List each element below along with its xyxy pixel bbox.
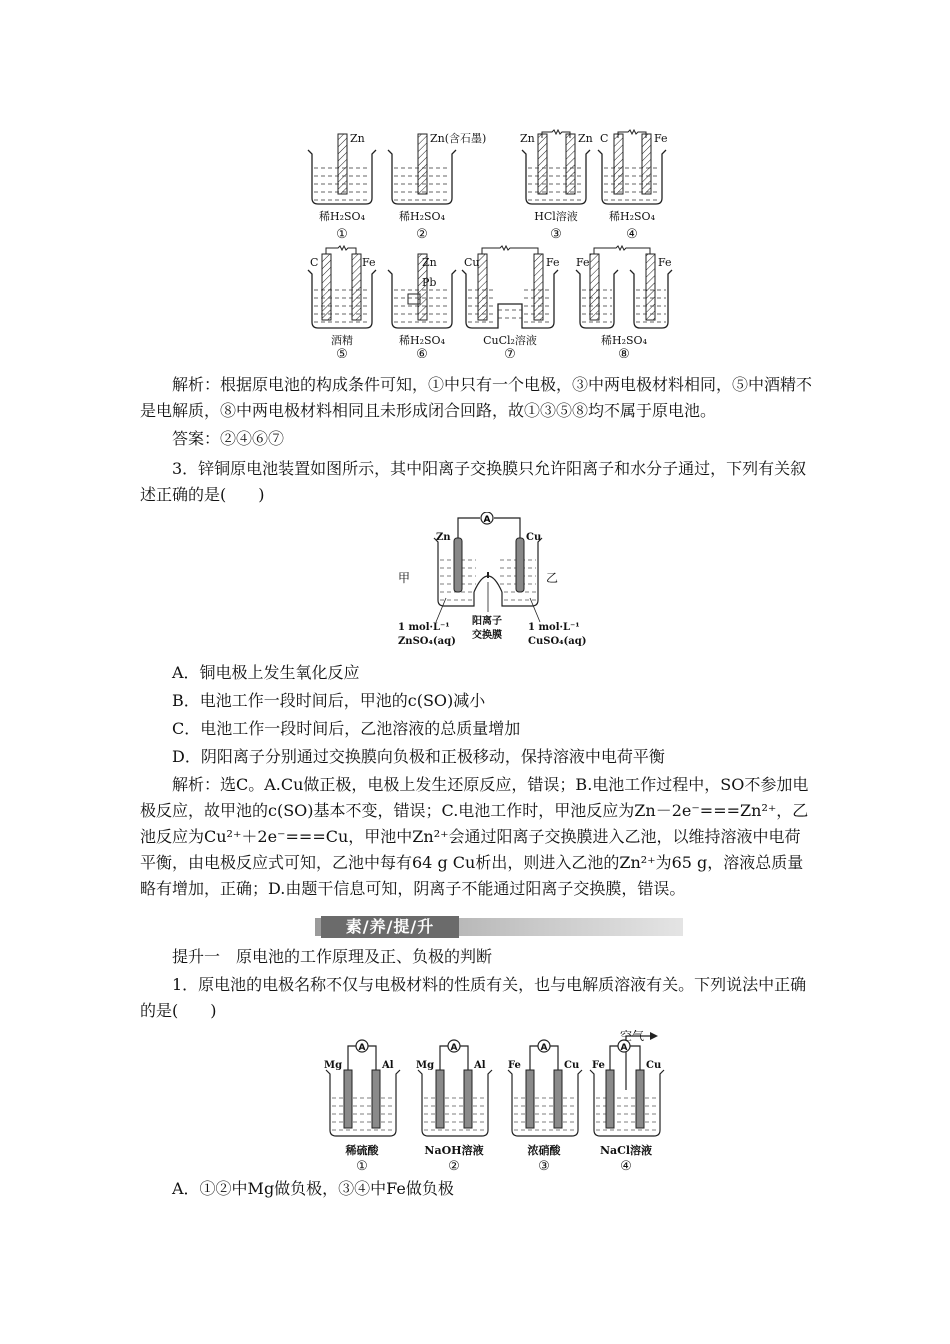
cell-b-right: Al xyxy=(474,1060,486,1071)
cell5-number: ⑤ xyxy=(336,347,348,358)
cell6-number: ⑥ xyxy=(416,347,428,358)
left-cell-label: 甲 xyxy=(398,571,411,585)
right-solution-name: CuSO₄(aq) xyxy=(528,636,587,647)
cell-d-electrolyte: NaCl溶液 xyxy=(599,1144,653,1157)
section-title: 提升一 原电池的工作原理及正、负极的判断 xyxy=(172,947,493,966)
ammeter-1-label: A xyxy=(358,1043,366,1053)
cell4-electrolyte: 稀H₂SO₄ xyxy=(609,210,655,223)
cell1-number: ① xyxy=(336,227,348,242)
cell8-right-label: Fe xyxy=(658,256,672,269)
cell2-right-label: Zn(含石墨) xyxy=(430,132,487,145)
cell-d-right: Cu xyxy=(646,1060,662,1071)
ammeter-label: A xyxy=(483,515,491,525)
cell-b-electrolyte: NaOH溶液 xyxy=(424,1144,484,1157)
cell-d-left: Fe xyxy=(592,1060,605,1071)
cell4-left-label: C xyxy=(600,132,609,145)
air-label: 空气 xyxy=(620,1030,645,1043)
q3-option-b: B．电池工作一段时间后，甲池的c(SO)减小 xyxy=(172,691,486,710)
cell5-left-label: C xyxy=(310,256,319,269)
ammeter-4-label: A xyxy=(620,1043,628,1053)
air-arrow-icon xyxy=(650,1032,658,1040)
cell-c-left: Fe xyxy=(508,1060,521,1071)
membrane-label-2: 交换膜 xyxy=(472,630,502,641)
cell3-electrolyte: HCl溶液 xyxy=(534,210,578,223)
cell7-right-label: Fe xyxy=(546,256,560,269)
cell6-right-label: Zn xyxy=(422,256,437,269)
cell2-electrolyte: 稀H₂SO₄ xyxy=(399,210,445,223)
cell3-left-label: Zn xyxy=(520,132,535,145)
question-1: 1．原电池的电极名称不仅与电极材料的性质有关，也与电解质溶液有关。下列说法中正确的是( ) xyxy=(140,975,807,1020)
q1-option-a: A．①②中Mg做负极，③④中Fe做负极 xyxy=(172,1179,454,1198)
cu-electrode-label: Cu xyxy=(526,532,542,543)
left-solution-name: ZnSO₄(aq) xyxy=(398,636,456,647)
cell-a-left: Mg xyxy=(324,1060,343,1071)
cell-b-number: ② xyxy=(448,1159,460,1172)
cell-a-electrolyte: 稀硫酸 xyxy=(345,1144,379,1157)
cell1-right-label: Zn xyxy=(350,132,365,145)
cell-c-electrolyte: 浓硝酸 xyxy=(527,1144,561,1157)
ammeter-2-label: A xyxy=(450,1043,458,1053)
cell8-electrolyte: 稀H₂SO₄ xyxy=(601,334,647,347)
cell2-number: ② xyxy=(416,227,428,242)
q3-option-d: D．阴阳离子分别通过交换膜向负极和正极移动，保持溶液中电荷平衡 xyxy=(172,747,665,766)
cell7-left-label: Cu xyxy=(464,256,480,269)
right-cell-label: 乙 xyxy=(546,571,559,585)
figure-cells-1 xyxy=(300,128,680,358)
cell4-number: ④ xyxy=(626,227,638,242)
cell-c-right: Cu xyxy=(564,1060,580,1071)
figure-cells-2 xyxy=(320,1030,670,1172)
cell3-number: ③ xyxy=(550,227,562,242)
cell6-left-label: Pb xyxy=(422,276,437,289)
cell-b-left: Mg xyxy=(416,1060,435,1071)
section-banner xyxy=(315,916,683,938)
membrane-label-1: 阳离子 xyxy=(472,616,502,627)
banner-title: 素/养/提/升 xyxy=(321,916,459,938)
cell8-left-label: Fe xyxy=(576,256,590,269)
analysis-1: 解析：根据原电池的构成条件可知，①中只有一个电极，③中两电极材料相同，⑤中酒精不是电解质，⑧中两电极材料相同且未形成闭合回路，故①③⑤⑧均不属于原电池。 xyxy=(140,375,813,420)
figure-zn-cu-cell xyxy=(396,512,596,654)
cell-d-number: ④ xyxy=(620,1159,632,1172)
right-solution-conc: 1 mol·L⁻¹ xyxy=(528,622,580,633)
cell4-right-label: Fe xyxy=(654,132,668,145)
cell-a-number: ① xyxy=(356,1159,368,1172)
left-solution-conc: 1 mol·L⁻¹ xyxy=(398,622,450,633)
ammeter-3-label: A xyxy=(540,1043,548,1053)
zn-electrode-label: Zn xyxy=(436,532,451,543)
cell1-electrolyte: 稀H₂SO₄ xyxy=(319,210,365,223)
answer-1: 答案：②④⑥⑦ xyxy=(172,429,285,448)
cell3-right-label: Zn xyxy=(578,132,593,145)
cell-a-right: Al xyxy=(382,1060,394,1071)
cell7-electrolyte: CuCl₂溶液 xyxy=(483,334,537,347)
q3-option-a: A．铜电极上发生氧化反应 xyxy=(172,663,360,682)
cell8-number: ⑧ xyxy=(618,347,630,358)
analysis-3: 解析：选C。A.Cu做正极，电极上发生还原反应，错误；B.电池工作过程中，SO不参加电极反应，故甲池的c(SO)基本不变，错误；C.电池工作时，甲池反应为Zn－2e⁻===Zn²⁺，乙池反应为Cu²⁺＋2e⁻===Cu，甲池中Zn²⁺会通过阳离子交换膜进入乙池，以维持溶液中电荷平衡，由电极反应式可知，乙池中每有64 g Cu析出，则进入乙池的Zn²⁺为65 g，溶液总质量略有增加，正确；D.由题干信息可知，阴离子不能通过阳离子交换膜，错误。 xyxy=(140,775,809,898)
cell-c-number: ③ xyxy=(538,1159,550,1172)
cell6-electrolyte: 稀H₂SO₄ xyxy=(399,334,445,347)
cell7-number: ⑦ xyxy=(504,347,516,358)
question-3: 3．锌铜原电池装置如图所示，其中阳离子交换膜只允许阳离子和水分子通过，下列有关叙述正确的是( ) xyxy=(140,459,807,504)
cell5-electrolyte: 酒精 xyxy=(331,334,353,347)
cell5-right-label: Fe xyxy=(362,256,376,269)
q3-option-c: C．电池工作一段时间后，乙池溶液的总质量增加 xyxy=(172,719,521,738)
